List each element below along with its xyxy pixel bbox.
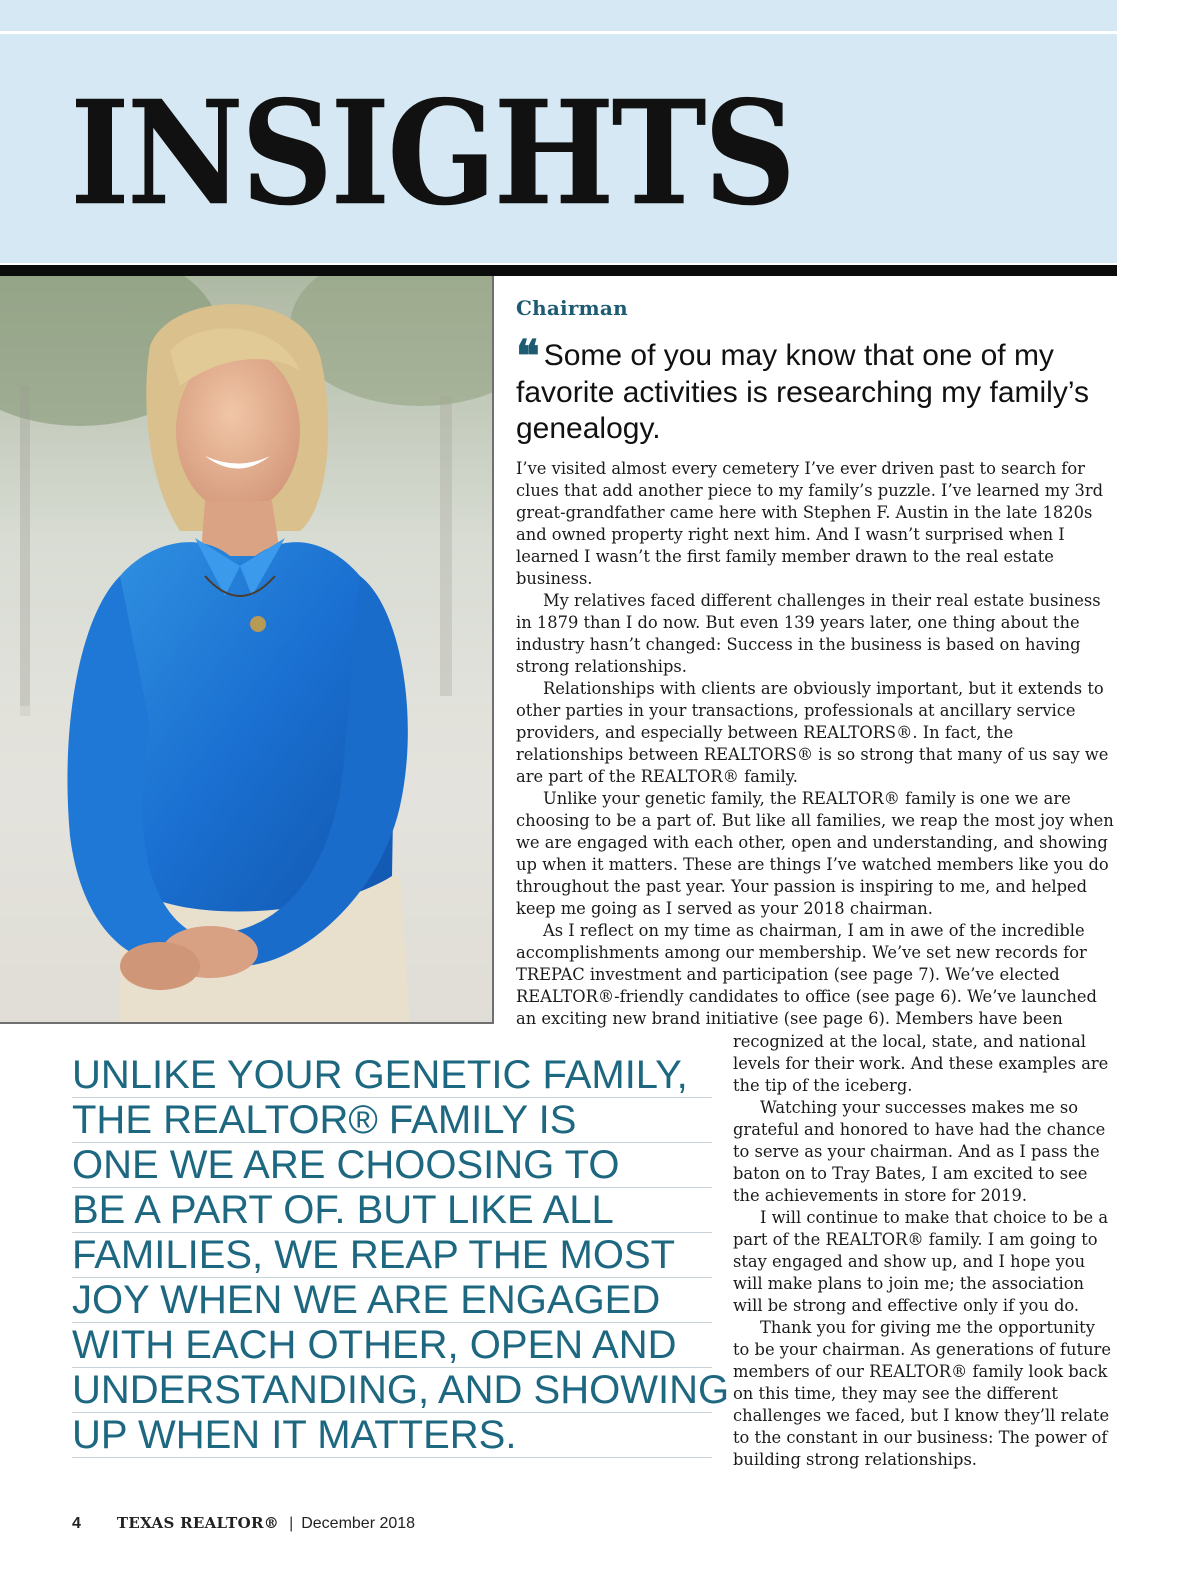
article-paragraph: Unlike your genetic family, the REALTOR® family is one we are choosing to be a part of. But like all families, we reap the most joy when we are engaged with each other, open and understanding, and showing up when it matters. These are things I’ve watched members like you do throughout the past year. Your passion is inspiring to me, and helped keep me going as I served as your 2018 chairman. (516, 789, 1114, 918)
section-label: Chairman (516, 296, 628, 320)
pull-quote-line: BE A PART OF. BUT LIKE ALL (72, 1188, 712, 1233)
quote-mark-icon: ❝ (516, 331, 534, 382)
page-number: 4 (72, 1515, 81, 1532)
page-footer (72, 1514, 415, 1533)
pull-quote (72, 1053, 730, 1458)
pull-quote-line: FAMILIES, WE REAP THE MOST (72, 1233, 712, 1278)
banner-top-line (0, 31, 1117, 34)
lead-paragraph (516, 331, 1116, 447)
article-paragraph: recognized at the local, state, and national levels for their work. And these examples are the tip of the iceberg. (733, 1032, 1109, 1095)
issue-date: December 2018 (301, 1515, 416, 1532)
header-rule (0, 265, 1117, 276)
lead-text: Some of you may know that one of my favorite activities is researching my family’s genealogy. (516, 339, 1089, 445)
page-title: INSIGHTS (70, 70, 794, 238)
article-column-1 (516, 458, 1116, 1030)
article-paragraph: I’ve visited almost every cemetery I’ve ever driven past to search for clues that add another piece to my family’s puzzle. I’ve learned my 3rd great-grandfather came here with Stephen F. Austin in the late 1820s and owned property right next him. And I wasn’t surprised when I learned I wasn’t the first family member drawn to the real estate business. (516, 459, 1104, 588)
pull-quote-line: THE REALTOR® FAMILY IS (72, 1098, 712, 1143)
article-paragraph: Watching your successes makes me so grateful and honored to have had the chance to serve as your chairman. And as I pass the baton on to Tray Bates, I am excited to see the achievements in store for 2019. (733, 1098, 1106, 1205)
article-paragraph: Relationships with clients are obviously important, but it extends to other parties in your transactions, professionals at ancillary service providers, and especially between REALTORS®. In fact, the relationships between REALTORS® is so strong that many of us say we are part of the REALTOR® family. (516, 679, 1109, 786)
publication-name: TEXAS REALTOR® (116, 1514, 280, 1532)
pull-quote-line: UNLIKE YOUR GENETIC FAMILY, (72, 1053, 712, 1098)
article-paragraph: Thank you for giving me the opportunity to be your chairman. As generations of future members of our REALTOR® family look back on this time, they may see the different challenges we faced, but I know they’ll relate to the constant in our business: The power of building strong relationships. (733, 1318, 1111, 1469)
pull-quote-line: UP WHEN IT MATTERS. (72, 1413, 712, 1458)
article-paragraph: As I reflect on my time as chairman, I am in awe of the incredible accomplishments among our membership. We’ve set new records for TREPAC investment and participation (see page 7). We’ve elected REALTOR®-friendly candidates to office (see page 6). We’ve launched an exciting new brand initiative (see page 6). Members have been (516, 921, 1097, 1028)
pull-quote-line: JOY WHEN WE ARE ENGAGED (72, 1278, 712, 1323)
article-column-2 (733, 1031, 1116, 1471)
pull-quote-line: ONE WE ARE CHOOSING TO (72, 1143, 712, 1188)
pull-quote-line: UNDERSTANDING, AND SHOWING (72, 1368, 730, 1412)
footer-separator: | (289, 1515, 294, 1532)
article-paragraph: My relatives faced different challenges in their real estate business in 1879 than I do now. But even 139 years later, one thing about the industry hasn’t changed: Success in the business is based on having strong relationships. (516, 591, 1101, 676)
chairman-portrait (0, 276, 494, 1024)
pull-quote-line: WITH EACH OTHER, OPEN AND (72, 1323, 712, 1368)
article-paragraph: I will continue to make that choice to be a part of the REALTOR® family. I am going to stay engaged and show up, and I hope you will make plans to join me; the association will be strong and effective only if you do. (733, 1208, 1109, 1315)
